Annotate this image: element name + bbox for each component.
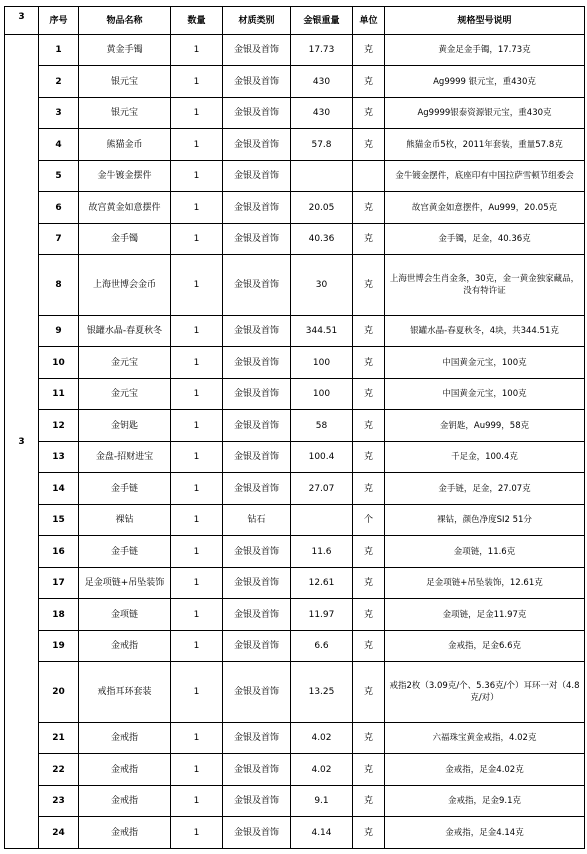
cell-name: 金元宝 [79,347,171,378]
cell-qty: 1 [171,410,223,441]
table-row [5,129,585,160]
cell-name: 金牛镀金摆件 [79,160,171,191]
cell-unit: 克 [353,441,385,472]
cell-qty: 1 [171,473,223,504]
cell-material: 金银及首饰 [223,754,291,785]
cell-unit: 克 [353,315,385,346]
cell-name: 足金项链+吊坠装饰 [79,567,171,598]
table-row [5,223,585,254]
cell-weight: 12.61 [291,567,353,598]
cell-desc: 足金项链+吊坠装饰，12.61克 [385,567,585,598]
cell-qty: 1 [171,599,223,630]
cell-material: 金银及首饰 [223,785,291,816]
cell-name: 黄金手镯 [79,35,171,66]
cell-material: 金银及首饰 [223,630,291,661]
table-row [5,410,585,441]
cell-unit: 克 [353,473,385,504]
table-row [5,473,585,504]
table-row [5,754,585,785]
cell-unit: 克 [353,35,385,66]
cell-unit: 克 [353,129,385,160]
table-body [5,35,585,849]
cell-desc: 六福珠宝黄金戒指，4.02克 [385,722,585,753]
cell-name: 金戒指 [79,817,171,849]
table-row [5,192,585,223]
cell-seq: 9 [39,315,79,346]
cell-weight [291,504,353,535]
cell-unit: 克 [353,410,385,441]
cell-weight: 100 [291,347,353,378]
cell-name: 银罐水晶-春夏秋冬 [79,315,171,346]
cell-desc: 中国黄金元宝，100克 [385,378,585,409]
cell-material: 金银及首饰 [223,160,291,191]
table-row [5,536,585,567]
table-row [5,315,585,346]
table-row [5,817,585,849]
cell-unit: 克 [353,785,385,816]
cell-material: 金银及首饰 [223,223,291,254]
cell-desc: 金手镯，足金，40.36克 [385,223,585,254]
cell-desc: 裸钻，颜色净度SI2 51分 [385,504,585,535]
cell-weight: 40.36 [291,223,353,254]
cell-material: 金银及首饰 [223,35,291,66]
cell-qty: 1 [171,567,223,598]
cell-desc: 金项链，11.6克 [385,536,585,567]
cell-seq: 4 [39,129,79,160]
cell-material: 金银及首饰 [223,97,291,128]
col-header-unit: 单位 [353,7,385,35]
col-header-material: 材质类别 [223,7,291,35]
cell-qty: 1 [171,192,223,223]
cell-desc: 金手链，足金，27.07克 [385,473,585,504]
table-row [5,599,585,630]
cell-name: 金戒指 [79,630,171,661]
table-row [5,66,585,97]
cell-desc: 黄金足金手镯，17.73克 [385,35,585,66]
cell-name: 裸钻 [79,504,171,535]
cell-unit: 克 [353,378,385,409]
cell-name: 金手链 [79,473,171,504]
cell-name: 金元宝 [79,378,171,409]
table-row [5,630,585,661]
cell-qty: 1 [171,817,223,849]
cell-material: 金银及首饰 [223,315,291,346]
cell-name: 金戒指 [79,785,171,816]
cell-weight: 100.4 [291,441,353,472]
cell-desc: 金牛镀金摆件，底座印有中国拉萨雪顿节组委会 [385,160,585,191]
cell-name: 故宫黄金如意摆件 [79,192,171,223]
cell-qty: 1 [171,722,223,753]
cell-seq: 23 [39,785,79,816]
table-row [5,662,585,723]
cell-name: 金钥匙 [79,410,171,441]
cell-material: 金银及首饰 [223,599,291,630]
table-row [5,378,585,409]
cell-weight: 58 [291,410,353,441]
cell-weight: 100 [291,378,353,409]
table-row [5,567,585,598]
cell-seq: 18 [39,599,79,630]
table-row [5,785,585,816]
cell-name: 金戒指 [79,722,171,753]
cell-weight: 430 [291,66,353,97]
cell-seq: 8 [39,255,79,316]
cell-seq: 19 [39,630,79,661]
cell-desc: 戒指2枚（3.09克/个、5.36克/个）耳环一对（4.8克/对） [385,662,585,723]
cell-seq: 20 [39,662,79,723]
cell-seq: 1 [39,35,79,66]
cell-weight: 20.05 [291,192,353,223]
cell-weight: 27.07 [291,473,353,504]
cell-unit: 克 [353,536,385,567]
cell-weight [291,160,353,191]
cell-seq: 22 [39,754,79,785]
cell-seq: 2 [39,66,79,97]
cell-material: 金银及首饰 [223,410,291,441]
cell-material: 金银及首饰 [223,378,291,409]
cell-unit: 克 [353,817,385,849]
cell-material: 金银及首饰 [223,722,291,753]
cell-weight: 17.73 [291,35,353,66]
cell-seq: 17 [39,567,79,598]
cell-qty: 1 [171,255,223,316]
col-header-seq: 序号 [39,7,79,35]
cell-qty: 1 [171,315,223,346]
cell-material: 金银及首饰 [223,129,291,160]
cell-desc: Ag9999 银元宝，重430克 [385,66,585,97]
cell-unit: 克 [353,599,385,630]
cell-name: 金盘-招财进宝 [79,441,171,472]
cell-material: 金银及首饰 [223,662,291,723]
cell-desc: 熊猫金币5枚，2011年套装，重量57.8克 [385,129,585,160]
cell-seq: 12 [39,410,79,441]
cell-qty: 1 [171,378,223,409]
table-row [5,160,585,191]
cell-material: 钻石 [223,504,291,535]
cell-weight: 6.6 [291,630,353,661]
cell-seq: 15 [39,504,79,535]
cell-weight: 13.25 [291,662,353,723]
cell-desc: 金戒指，足金4.14克 [385,817,585,849]
cell-material: 金银及首饰 [223,255,291,316]
col-header-qty: 数量 [171,7,223,35]
col-header-name: 物品名称 [79,7,171,35]
cell-weight: 57.8 [291,129,353,160]
cell-weight: 11.6 [291,536,353,567]
cell-name: 上海世博会金币 [79,255,171,316]
cell-unit: 克 [353,192,385,223]
table-row [5,722,585,753]
cell-material: 金银及首饰 [223,536,291,567]
cell-desc: 上海世博会生肖金条，30克，金一黄金独家藏品，没有特许证 [385,255,585,316]
cell-unit: 克 [353,347,385,378]
cell-name: 戒指耳环套装 [79,662,171,723]
col-header-weight: 金银重量 [291,7,353,35]
cell-qty: 1 [171,347,223,378]
table-row [5,97,585,128]
cell-desc: 故宫黄金如意摆件，Au999，20.05克 [385,192,585,223]
cell-name: 金手链 [79,536,171,567]
cell-seq: 11 [39,378,79,409]
cell-material: 金银及首饰 [223,441,291,472]
cell-qty: 1 [171,536,223,567]
cell-weight: 4.14 [291,817,353,849]
group-number: 3 [5,35,39,849]
cell-weight: 344.51 [291,315,353,346]
cell-weight: 30 [291,255,353,316]
cell-seq: 7 [39,223,79,254]
cell-weight: 11.97 [291,599,353,630]
group-number-top: 3 [5,7,39,35]
cell-desc: 金戒指，足金9.1克 [385,785,585,816]
cell-desc: 千足金，100.4克 [385,441,585,472]
cell-desc: 银罐水晶-春夏秋冬，4块，共344.51克 [385,315,585,346]
cell-material: 金银及首饰 [223,567,291,598]
cell-qty: 1 [171,35,223,66]
cell-qty: 1 [171,754,223,785]
cell-unit: 克 [353,97,385,128]
cell-material: 金银及首饰 [223,473,291,504]
cell-desc: 金戒指，足金6.6克 [385,630,585,661]
cell-qty: 1 [171,129,223,160]
cell-qty: 1 [171,662,223,723]
cell-seq: 10 [39,347,79,378]
cell-seq: 13 [39,441,79,472]
cell-unit: 克 [353,567,385,598]
cell-unit: 克 [353,255,385,316]
table-row [5,255,585,316]
cell-seq: 21 [39,722,79,753]
cell-weight: 9.1 [291,785,353,816]
cell-name: 熊猫金币 [79,129,171,160]
cell-qty: 1 [171,97,223,128]
cell-name: 银元宝 [79,97,171,128]
cell-qty: 1 [171,160,223,191]
cell-weight: 4.02 [291,722,353,753]
cell-material: 金银及首饰 [223,66,291,97]
table-row [5,504,585,535]
cell-qty: 1 [171,785,223,816]
cell-qty: 1 [171,66,223,97]
table-row [5,441,585,472]
cell-seq: 5 [39,160,79,191]
cell-name: 银元宝 [79,66,171,97]
cell-unit: 克 [353,722,385,753]
table-row [5,35,585,66]
cell-seq: 3 [39,97,79,128]
cell-unit: 克 [353,630,385,661]
cell-desc: Ag9999银泰资源银元宝，重430克 [385,97,585,128]
cell-desc: 中国黄金元宝，100克 [385,347,585,378]
cell-weight: 4.02 [291,754,353,785]
cell-qty: 1 [171,630,223,661]
cell-qty: 1 [171,504,223,535]
cell-qty: 1 [171,441,223,472]
cell-unit: 个 [353,504,385,535]
col-header-desc: 规格型号说明 [385,7,585,35]
cell-material: 金银及首饰 [223,347,291,378]
cell-name: 金项链 [79,599,171,630]
cell-seq: 24 [39,817,79,849]
cell-material: 金银及首饰 [223,817,291,849]
cell-unit: 克 [353,66,385,97]
header-row [5,7,585,35]
inventory-table [4,6,585,849]
cell-qty: 1 [171,223,223,254]
cell-seq: 14 [39,473,79,504]
cell-name: 金手镯 [79,223,171,254]
cell-desc: 金钥匙，Au999，58克 [385,410,585,441]
cell-seq: 16 [39,536,79,567]
cell-unit [353,160,385,191]
cell-weight: 430 [291,97,353,128]
cell-desc: 金项链，足金11.97克 [385,599,585,630]
cell-desc: 金戒指，足金4.02克 [385,754,585,785]
table-row [5,347,585,378]
cell-unit: 克 [353,754,385,785]
cell-unit: 克 [353,662,385,723]
cell-unit: 克 [353,223,385,254]
cell-seq: 6 [39,192,79,223]
cell-name: 金戒指 [79,754,171,785]
cell-material: 金银及首饰 [223,192,291,223]
